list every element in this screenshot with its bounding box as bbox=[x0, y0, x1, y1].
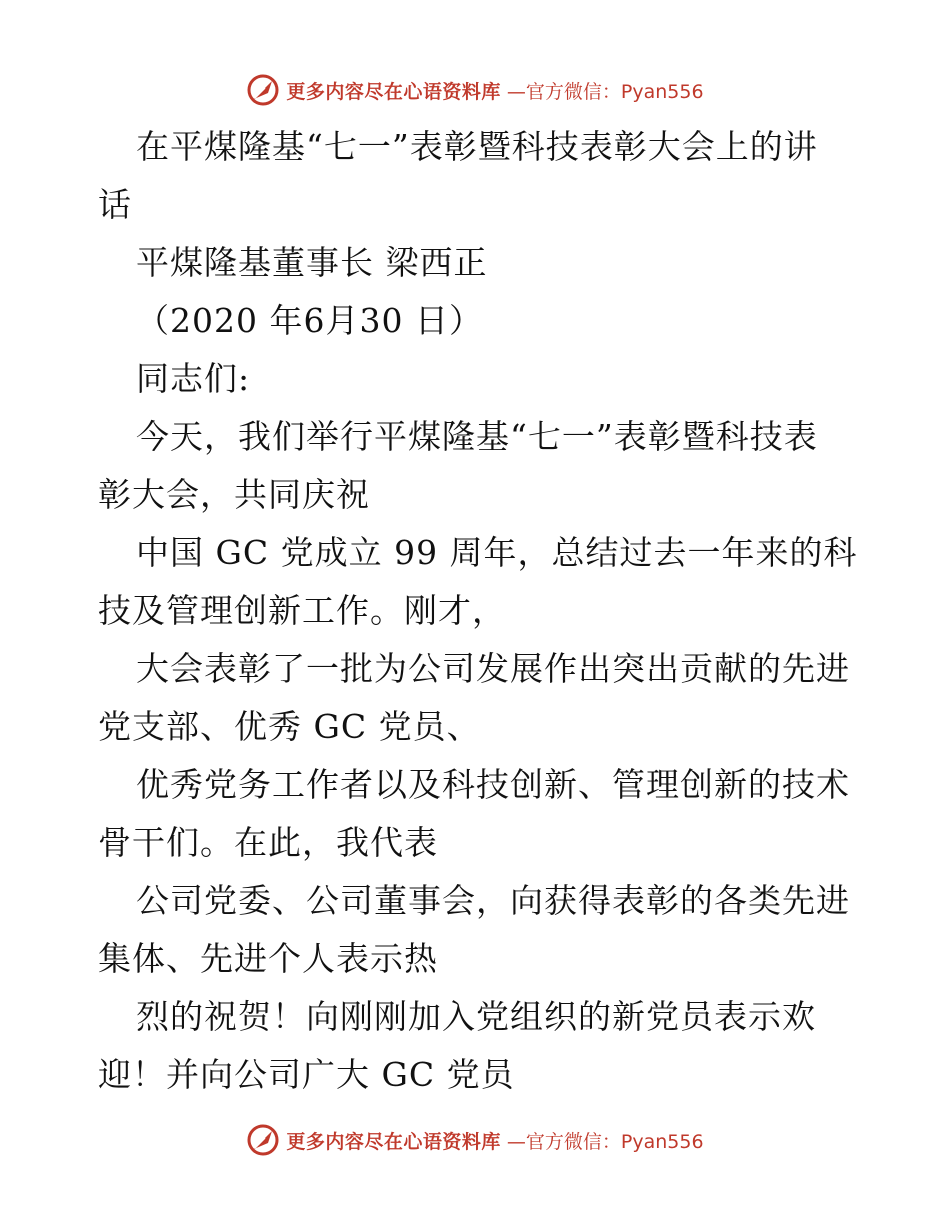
document-line: 迎！并向公司广大 GC 党员 bbox=[98, 1055, 515, 1094]
document-line: 公司党委、公司董事会，向获得表彰的各类先进 bbox=[136, 881, 850, 920]
document-line: 集体、先进个人表示热 bbox=[98, 939, 438, 978]
feather-logo-icon bbox=[246, 1123, 280, 1157]
document-line: 烈的祝贺！向刚刚加入党组织的新党员表示欢 bbox=[136, 997, 816, 1036]
document-line: 骨干们。在此，我代表 bbox=[98, 823, 438, 862]
watermark-text: 更多内容尽在心语资料库 bbox=[286, 1130, 501, 1153]
feather-logo-icon bbox=[246, 73, 280, 107]
watermark-footer bbox=[0, 1120, 950, 1160]
document-line: 同志们: bbox=[136, 359, 251, 398]
document-line: 彰大会，共同庆祝 bbox=[98, 475, 370, 514]
document-line: 大会表彰了一批为公司发展作出突出贡献的先进 bbox=[136, 649, 850, 688]
document-line: 优秀党务工作者以及科技创新、管理创新的技术 bbox=[136, 765, 850, 804]
document-body bbox=[98, 118, 858, 1104]
document-line: （2020 年6月30 日） bbox=[136, 301, 483, 340]
document-line: 在平煤隆基“七一”表彰暨科技表彰大会上的讲 bbox=[136, 127, 818, 166]
document-line: 党支部、优秀 GC 党员、 bbox=[98, 707, 481, 746]
document-line: 技及管理创新工作。刚才， bbox=[98, 591, 506, 630]
watermark-contact: —官方微信：Pyan556 bbox=[506, 80, 704, 103]
document-line: 话 bbox=[98, 185, 132, 224]
watermark-contact: —官方微信：Pyan556 bbox=[506, 1130, 704, 1153]
document-line: 今天，我们举行平煤隆基“七一”表彰暨科技表 bbox=[136, 417, 818, 456]
watermark-header bbox=[0, 70, 950, 110]
document-line: 中国 GC 党成立 99 周年，总结过去一年来的科 bbox=[136, 533, 858, 572]
document-line: 平煤隆基董事长 梁西正 bbox=[136, 243, 488, 282]
watermark-text: 更多内容尽在心语资料库 bbox=[286, 80, 501, 103]
